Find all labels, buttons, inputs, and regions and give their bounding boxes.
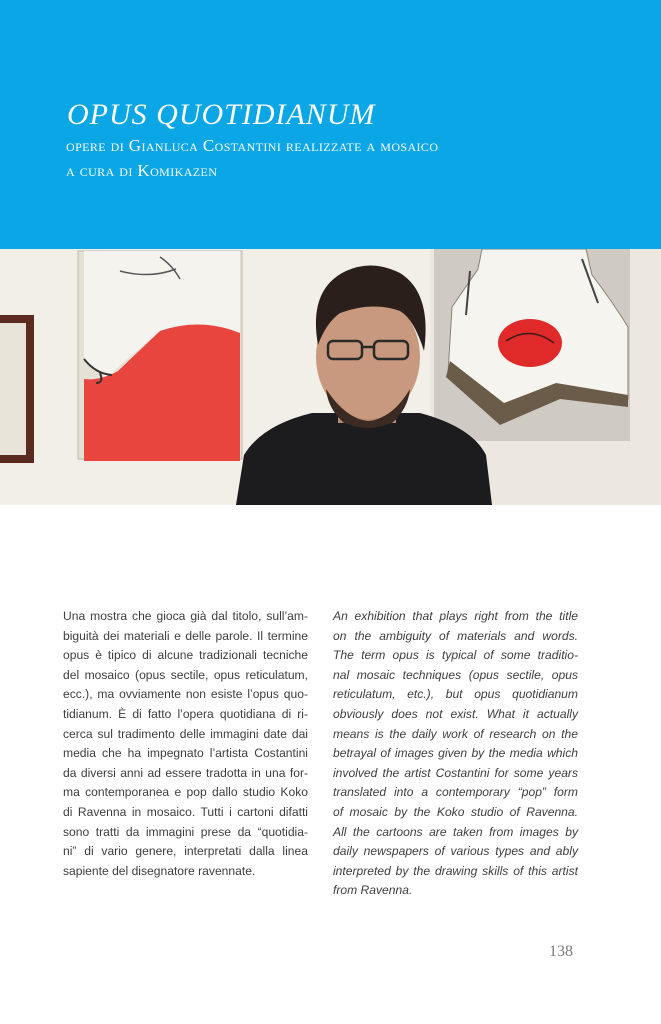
english-line: nal mosaic techniques (opus sectile, opus [333, 667, 578, 682]
english-line: from Ravenna. [333, 883, 413, 898]
italian-line: da diversi anni ad essere tradotta in una for- [63, 765, 308, 780]
english-line: daily newspapers of various types and ably [333, 844, 578, 859]
subtitle-line-1: opere di Gianluca Costantini realizzate a mosaico [66, 136, 439, 155]
italian-line: sono tratti da immagini prese da “quotidia- [63, 824, 308, 839]
italian-line: tidianum. È di fatto l’opera quotidiana di ri- [63, 706, 308, 721]
artist-photo-illustration [0, 249, 661, 505]
italian-line: opus è tipico di alcune tradizionali tecniche [63, 648, 308, 663]
english-line: translated into a contemporary “pop” form [333, 785, 578, 800]
english-line: on the ambiguity of materials and words. [333, 628, 578, 643]
english-line: An exhibition that plays right from the title [333, 609, 578, 623]
italian-line: cerca sul tradimento delle immagini date dai [63, 726, 308, 741]
english-line: means is the daily work of research on the [333, 726, 578, 741]
italian-line: biguità dei materiali e delle parole. Il termine [63, 628, 308, 643]
italian-line: ni” di vario genere, interpretati dalla linea [63, 844, 308, 859]
italian-text [63, 607, 308, 881]
italian-line: sapiente del disegnatore ravennate. [63, 863, 256, 878]
english-line: reticulatum, etc.), but opus quotidianum [333, 687, 578, 702]
italian-line: media che ha impegnato l’artista Costantini [63, 746, 308, 761]
subtitle-line-2: a cura di Komikazen [66, 161, 218, 180]
english-line: betrayal of images given by the media which [333, 746, 578, 761]
italian-line: Una mostra che gioca già dal titolo, sull’am- [63, 609, 308, 623]
artist-photo [0, 249, 661, 505]
italian-line: ecc.), ma ovviamente non esiste l’opus quo- [63, 687, 308, 702]
italian-line: del mosaico (opus sectile, opus reticulatum, [63, 667, 308, 682]
italian-line: ma contemporanea e pop dallo studio Koko [63, 785, 308, 800]
english-text [333, 607, 578, 901]
english-line: of mosaic by the Koko studio of Ravenna. [333, 804, 578, 819]
english-line: interpreted by the drawing skills of this artist [333, 863, 578, 878]
english-line: involved the artist Costantini for some years [333, 765, 578, 780]
page-title: OPUS QUOTIDIANUM [67, 98, 376, 131]
english-line: obviously does not exist. What it actually [333, 706, 578, 721]
english-line: All the cartoons are taken from images by [333, 824, 578, 839]
page-number: 138 [549, 943, 573, 960]
english-line: The term opus is typical of some traditio- [333, 648, 578, 663]
header-band [0, 0, 661, 249]
italian-line: di Ravenna in mosaico. Tutti i cartoni difatti [63, 804, 308, 819]
